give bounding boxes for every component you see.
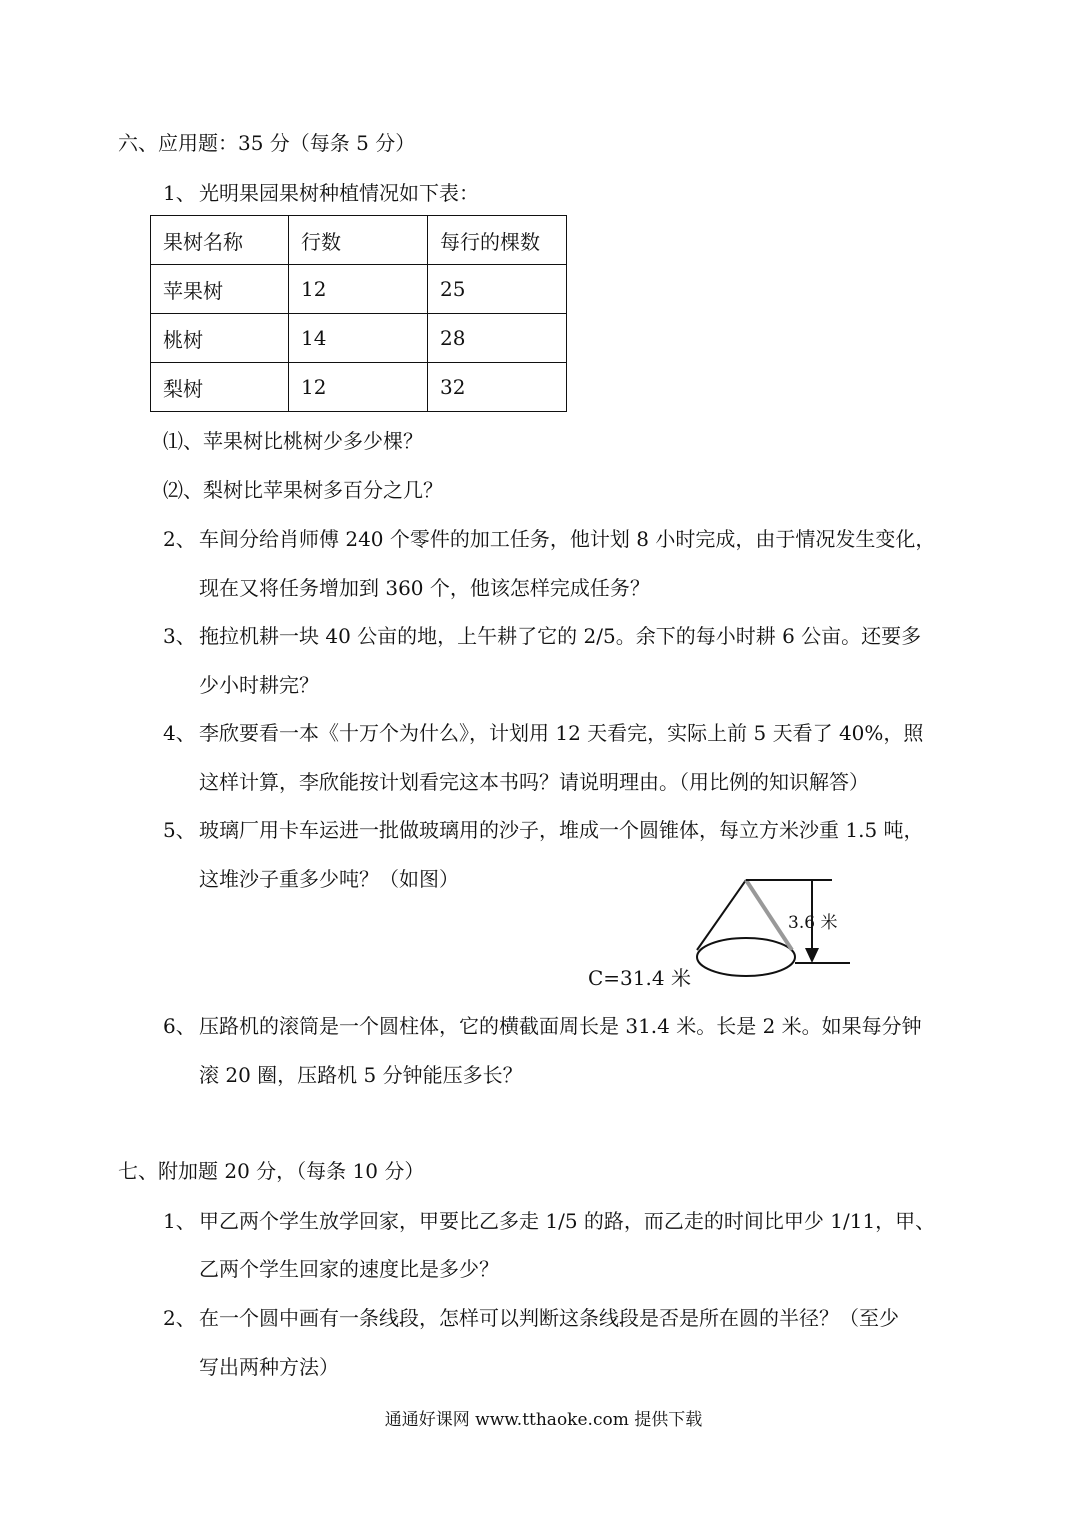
table-cell: 苹果树 [151,265,289,314]
q3-line2: 少小时耕完？ [199,673,319,697]
q6-line1: 压路机的滚筒是一个圆柱体，它的横截面周长是 31.4 米。长是 2 米。如果每分钟 [199,1014,922,1038]
table-cell: 28 [428,314,567,363]
s7-q1-number: 1、 [163,1209,196,1233]
s7-q1-line1: 甲乙两个学生放学回家，甲要比乙多走 1/5 的路，而乙走的时间比甲少 1/11，甲、 [199,1209,936,1233]
section6-heading: 六、应用题：35 分（每条 5 分） [118,131,416,155]
q5-line2: 这堆沙子重多少吨？（如图） [199,867,459,891]
q4-number: 4、 [163,721,196,745]
q4-line2: 这样计算，李欣能按计划看完这本书吗？请说明理由。（用比例的知识解答） [199,770,869,794]
q5-number: 5、 [163,818,196,842]
q4-line1: 李欣要看一本《十万个为什么》，计划用 12 天看完，实际上前 5 天看了 40%，照 [199,721,924,745]
q3-number: 3、 [163,624,196,648]
q1-text: 光明果园果树种植情况如下表： [199,181,479,205]
table-cell: 12 [289,265,428,314]
table-header-cell: 每行的棵数 [428,216,567,265]
table-header-cell: 行数 [289,216,428,265]
q2-number: 2、 [163,527,196,551]
table-cell: 桃树 [151,314,289,363]
fruit-table [150,215,567,412]
table-cell: 梨树 [151,363,289,412]
q2-line1: 车间分给肖师傅 240 个零件的加工任务，他计划 8 小时完成，由于情况发生变化， [199,527,936,551]
q3-line1: 拖拉机耕一块 40 公亩的地，上午耕了它的 2/5。余下的每小时耕 6 公亩。还要多 [199,624,922,648]
s7-q2-line1: 在一个圆中画有一条线段，怎样可以判断这条线段是否是所在圆的半径？（至少 [199,1306,899,1330]
s7-q2-number: 2、 [163,1306,196,1330]
table-cell: 32 [428,363,567,412]
height-label: 3.6 米 [788,913,838,933]
s7-q2-line2: 写出两种方法） [199,1355,339,1379]
table-cell: 12 [289,363,428,412]
q1-number: 1、 [163,181,196,205]
q1-sub1: ⑴、苹果树比桃树少多少棵？ [163,429,423,453]
table-header-cell: 果树名称 [151,216,289,265]
q1-sub2: ⑵、梨树比苹果树多百分之几？ [163,478,443,502]
q2-line2: 现在又将任务增加到 360 个，他该怎样完成任务？ [199,576,650,600]
s7-q1-line2: 乙两个学生回家的速度比是多少？ [199,1257,499,1281]
table-cell: 14 [289,314,428,363]
height-arrowhead [805,948,819,963]
q6-line2: 滚 20 圈，压路机 5 分钟能压多长？ [199,1063,523,1087]
table-cell: 25 [428,265,567,314]
table-row [151,265,567,314]
cone-base [697,938,795,976]
q5-line1: 玻璃厂用卡车运进一批做玻璃用的沙子，堆成一个圆锥体，每立方米沙重 1.5 吨， [199,818,924,842]
table-row [151,314,567,363]
q6-number: 6、 [163,1014,196,1038]
table-row [151,363,567,412]
table-header-row [151,216,567,265]
section7-heading: 七、附加题 20 分，（每条 10 分） [118,1159,425,1183]
circumference-label: C=31.4 米 [588,966,691,990]
footer-credit: 通通好课网 www.tthaoke.com 提供下载 [384,1410,703,1430]
